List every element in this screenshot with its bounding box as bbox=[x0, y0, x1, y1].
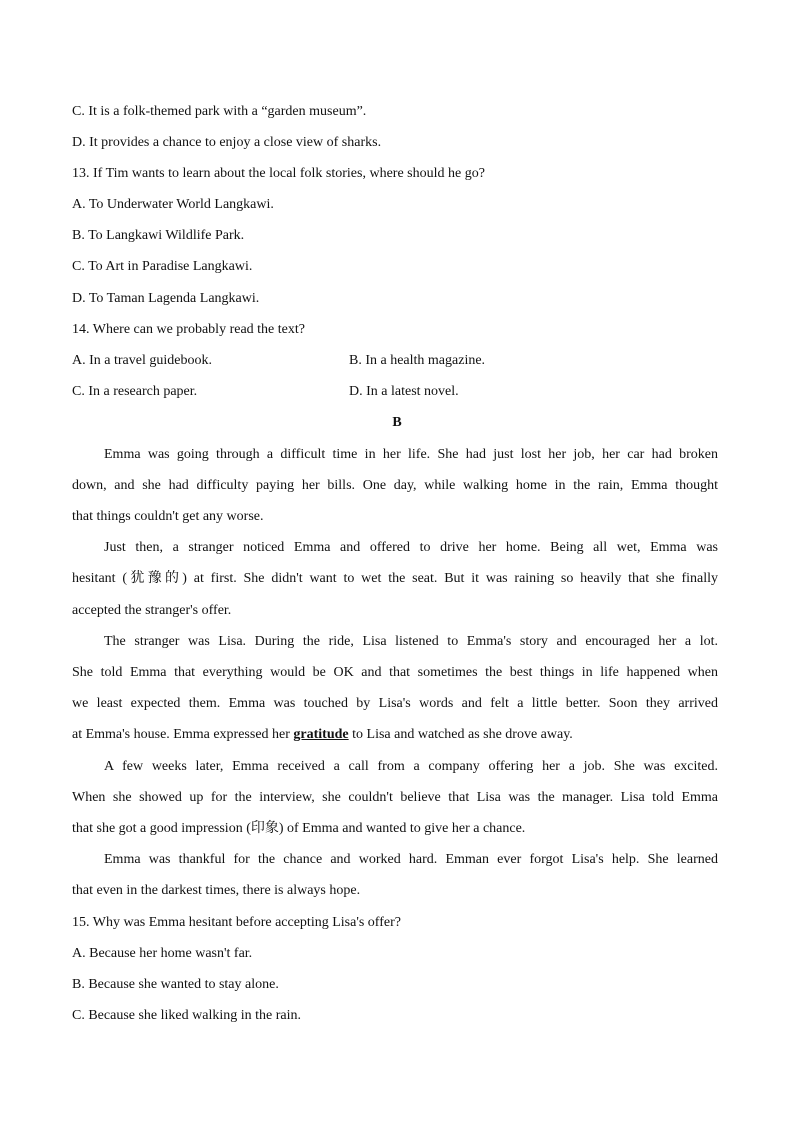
q14-option-c: C. In a research paper. bbox=[72, 384, 198, 399]
passage-p2-line3: accepted the stranger's offer. bbox=[72, 603, 232, 618]
q15-option-a: A. Because her home wasn't far. bbox=[72, 946, 253, 961]
q15-question: 15. Why was Emma hesitant before accepting Lisa's offer? bbox=[72, 915, 401, 930]
passage-p5-line1: Emma was thankful for the chance and worked hard. Emman ever forgot Lisa's help. She learned bbox=[104, 852, 718, 867]
q15-option-c: C. Because she liked walking in the rain. bbox=[72, 1008, 301, 1023]
passage-p1-line1: Emma was going through a difficult time in her life. She had just lost her job, her car had broken bbox=[104, 447, 718, 462]
passage-p3-line1: The stranger was Lisa. During the ride, Lisa listened to Emma's story and encouraged her a lot. bbox=[104, 634, 718, 649]
passage-p3-line4 bbox=[72, 726, 722, 744]
q13-option-a: A. To Underwater World Langkawi. bbox=[72, 197, 274, 212]
passage-p2-line2: hesitant (犹豫的) at first. She didn't want to wet the seat. But it was raining so heavily that she finally bbox=[72, 571, 718, 586]
q14-option-d: D. In a latest novel. bbox=[349, 384, 459, 399]
q15-option-b: B. Because she wanted to stay alone. bbox=[72, 977, 279, 992]
passage-p1-line3: that things couldn't get any worse. bbox=[72, 509, 264, 524]
q14-option-a: A. In a travel guidebook. bbox=[72, 353, 212, 368]
passage-p4-line3: that she got a good impression (印象) of Emma and wanted to give her a chance. bbox=[72, 821, 526, 836]
passage-p3-line4-end: to Lisa and watched as she drove away. bbox=[348, 727, 573, 742]
passage-p1-line2: down, and she had difficulty paying her bills. One day, while walking home in the rain, Emma thought bbox=[72, 478, 718, 493]
passage-p4-line1: A few weeks later, Emma received a call from a company offering her a job. She was excited. bbox=[104, 759, 718, 774]
q14-option-b: B. In a health magazine. bbox=[349, 353, 486, 368]
vocab-word-gratitude: gratitude bbox=[293, 727, 349, 742]
passage-p5-line2: that even in the darkest times, there is always hope. bbox=[72, 883, 361, 898]
passage-p4-line2: When she showed up for the interview, she couldn't believe that Lisa was the manager. Lisa told Emma bbox=[72, 790, 718, 805]
passage-p2-line1: Just then, a stranger noticed Emma and offered to drive her home. Being all wet, Emma was bbox=[104, 540, 718, 555]
section-b-title: B bbox=[392, 415, 402, 430]
passage-p3-line4-start: at Emma's house. Emma expressed her bbox=[72, 727, 294, 742]
q12-option-c: C. It is a folk-themed park with a “garden museum”. bbox=[72, 104, 367, 119]
q14-question: 14. Where can we probably read the text? bbox=[72, 322, 305, 337]
q12-option-d: D. It provides a chance to enjoy a close view of sharks. bbox=[72, 135, 382, 150]
passage-p3-line3: we least expected them. Emma was touched by Lisa's words and felt a little better. Soon they arrived bbox=[72, 696, 718, 711]
q13-option-c: C. To Art in Paradise Langkawi. bbox=[72, 259, 253, 274]
q13-question: 13. If Tim wants to learn about the local folk stories, where should he go? bbox=[72, 166, 485, 181]
q13-option-b: B. To Langkawi Wildlife Park. bbox=[72, 228, 245, 243]
q13-option-d: D. To Taman Lagenda Langkawi. bbox=[72, 291, 260, 306]
passage-p3-line2: She told Emma that everything would be OK and that sometimes the best things in life happened when bbox=[72, 665, 718, 680]
